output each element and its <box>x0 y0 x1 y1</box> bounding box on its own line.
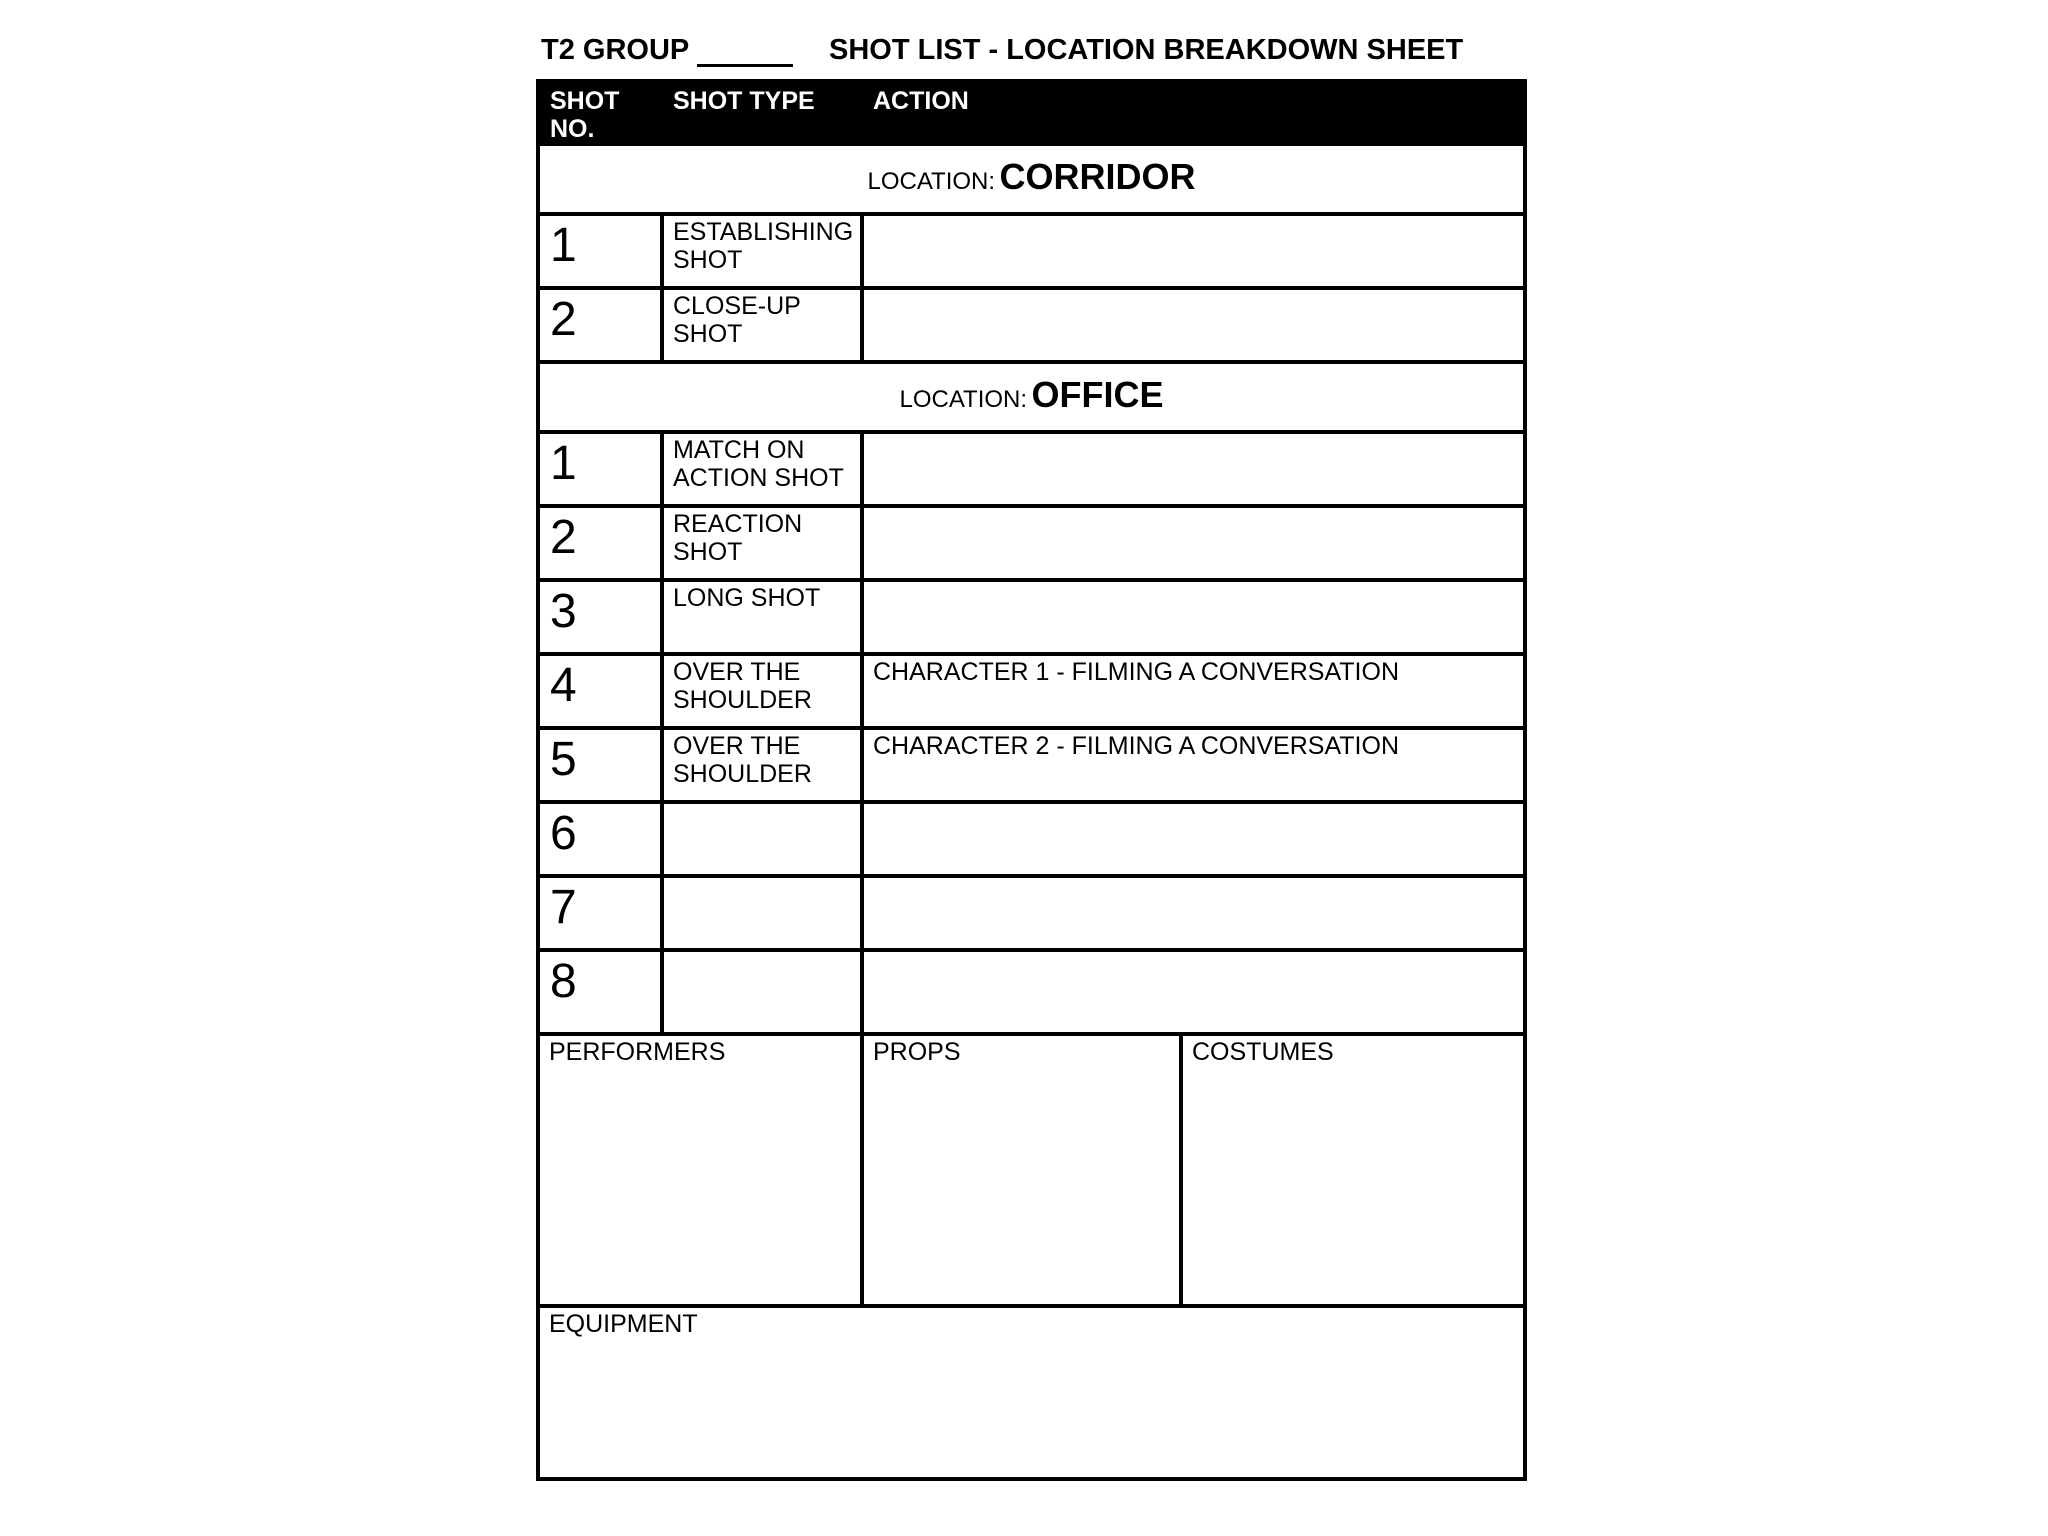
performers-label: PERFORMERS <box>549 1038 726 1066</box>
shot-type: OVER THE SHOULDER <box>673 658 812 714</box>
shot-no-cell <box>540 582 664 652</box>
location-name: OFFICE <box>1031 374 1164 415</box>
page-title-row <box>541 34 1521 74</box>
shot-number: 5 <box>550 733 577 786</box>
action-cell[interactable] <box>864 656 1523 726</box>
shot-no-cell <box>540 434 664 504</box>
action-cell[interactable] <box>864 290 1523 360</box>
shot-no-cell <box>540 216 664 286</box>
shot-row <box>540 656 1523 730</box>
action-cell[interactable] <box>864 878 1523 948</box>
group-label: T2 GROUP <box>541 34 690 66</box>
column-header-bar <box>540 83 1523 146</box>
costumes-label: COSTUMES <box>1192 1038 1334 1066</box>
action-cell[interactable] <box>864 730 1523 800</box>
shot-type-cell[interactable] <box>664 878 864 948</box>
shot-number: 7 <box>550 881 577 934</box>
shot-type: OVER THE SHOULDER <box>673 732 812 788</box>
shot-type-cell[interactable] <box>664 216 864 286</box>
column-header-shot-no <box>550 87 620 143</box>
shot-row <box>540 216 1523 290</box>
shot-number: 4 <box>550 659 577 712</box>
shot-type-cell[interactable] <box>664 804 864 874</box>
shot-row <box>540 878 1523 952</box>
shot-no-cell <box>540 508 664 578</box>
action-cell[interactable] <box>864 952 1523 1032</box>
page-title: SHOT LIST - LOCATION BREAKDOWN SHEET <box>829 34 1464 66</box>
resources-grid <box>540 1036 1523 1308</box>
shot-number: 1 <box>550 437 577 490</box>
shot-number: 2 <box>550 293 577 346</box>
shot-type: MATCH ON ACTION SHOT <box>673 436 844 492</box>
shot-row <box>540 730 1523 804</box>
shot-no-cell <box>540 878 664 948</box>
shot-type: ESTABLISHING SHOT <box>673 218 854 274</box>
shot-type-cell[interactable] <box>664 434 864 504</box>
shot-type-cell[interactable] <box>664 582 864 652</box>
props-box[interactable] <box>864 1036 1183 1304</box>
equipment-label: EQUIPMENT <box>549 1310 698 1338</box>
column-header-shot-type: SHOT TYPE <box>673 87 815 115</box>
action-text: CHARACTER 1 - FILMING A CONVERSATION <box>873 658 1400 686</box>
action-cell[interactable] <box>864 804 1523 874</box>
shot-no-cell <box>540 952 664 1032</box>
shot-type: LONG SHOT <box>673 584 821 612</box>
shot-number: 1 <box>550 219 577 272</box>
shot-type: CLOSE-UP SHOT <box>673 292 801 348</box>
column-header-shot-no-label: SHOT NO. <box>550 87 620 143</box>
group-field <box>541 34 793 67</box>
shot-row <box>540 508 1523 582</box>
shot-no-cell <box>540 730 664 800</box>
action-cell[interactable] <box>864 582 1523 652</box>
shot-row <box>540 804 1523 878</box>
shot-row <box>540 952 1523 1036</box>
column-header-action: ACTION <box>873 87 969 115</box>
performers-box[interactable] <box>540 1036 864 1304</box>
shot-type-cell[interactable] <box>664 508 864 578</box>
group-blank-line[interactable] <box>697 36 793 67</box>
shot-type-cell[interactable] <box>664 952 864 1032</box>
shot-row <box>540 434 1523 508</box>
action-cell[interactable] <box>864 216 1523 286</box>
shot-row <box>540 582 1523 656</box>
shot-no-cell <box>540 656 664 726</box>
shot-number: 8 <box>550 955 577 1008</box>
location-name: CORRIDOR <box>999 156 1196 197</box>
shot-number: 3 <box>550 585 577 638</box>
action-cell[interactable] <box>864 434 1523 504</box>
location-row-office <box>540 364 1523 434</box>
location-row-corridor <box>540 146 1523 216</box>
costumes-box[interactable] <box>1183 1036 1523 1304</box>
shot-row <box>540 290 1523 364</box>
shot-type-cell[interactable] <box>664 290 864 360</box>
shot-no-cell <box>540 804 664 874</box>
location-label: LOCATION: <box>867 168 996 195</box>
action-cell[interactable] <box>864 508 1523 578</box>
shot-number: 6 <box>550 807 577 860</box>
shot-type: REACTION SHOT <box>673 510 803 566</box>
shot-type-cell[interactable] <box>664 656 864 726</box>
shot-number: 2 <box>550 511 577 564</box>
shot-no-cell <box>540 290 664 360</box>
shot-list-sheet <box>536 79 1527 1481</box>
location-label: LOCATION: <box>899 386 1028 413</box>
shot-type-cell[interactable] <box>664 730 864 800</box>
action-text: CHARACTER 2 - FILMING A CONVERSATION <box>873 732 1400 760</box>
equipment-box[interactable] <box>540 1308 1523 1477</box>
props-label: PROPS <box>873 1038 961 1066</box>
